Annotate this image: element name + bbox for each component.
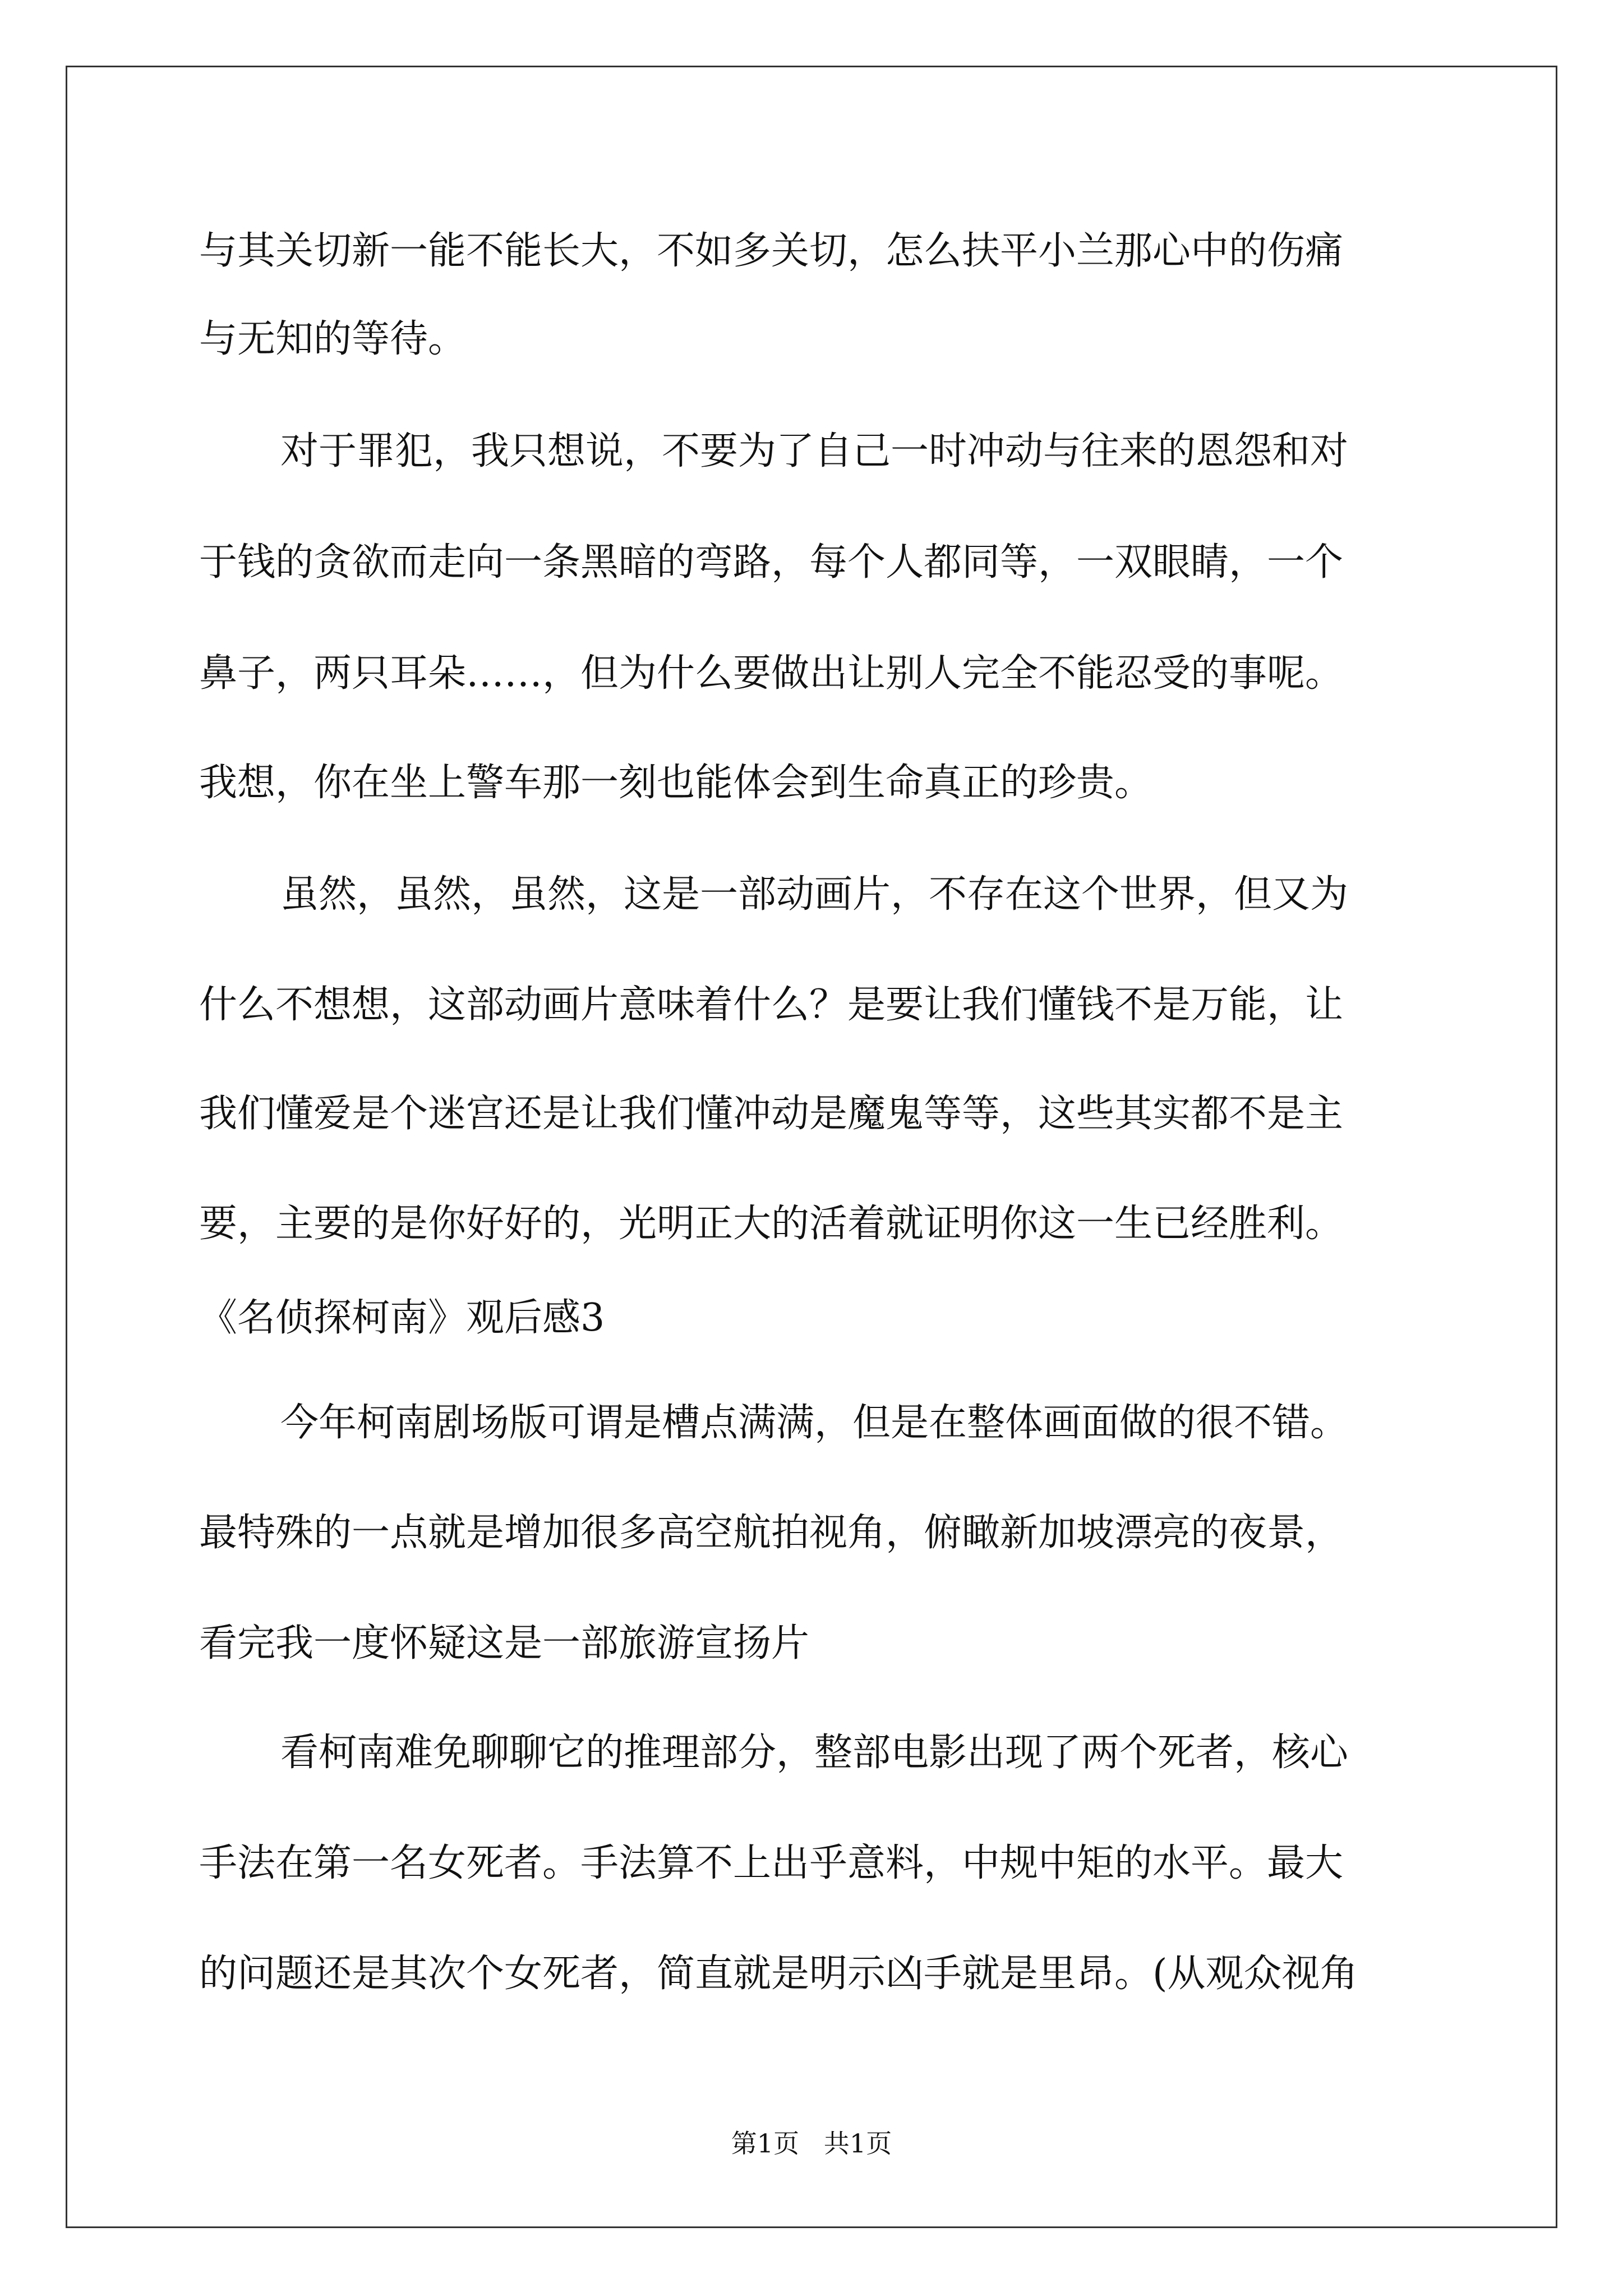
paragraph-first-line: 今年柯南剧场版可谓是槽点满满，但是在整体画面做的很不错。 [280,1401,1349,1445]
paragraph-first-line: 虽然，虽然，虽然，这是一部动画片，不存在这个世界，但又为 [280,872,1349,917]
text-line: 要，主要的是你好好的，光明正大的活着就证明你这一生已经胜利。 [199,1202,1344,1246]
page-footer: 第1页 共1页 [731,2128,892,2159]
section-heading: 《名侦探柯南》观后感3 [199,1296,605,1340]
text-line: 于钱的贪欲而走向一条黑暗的弯路，每个人都同等，一双眼睛，一个 [199,540,1344,585]
text-line: 手法在第一名女死者。手法算不上出乎意料，中规中矩的水平。最大 [199,1841,1344,1885]
text-line: 与无知的等待。 [199,317,467,361]
page-border [66,66,1557,2228]
text-line: 与其关切新一能不能长大，不如多关切，怎么扶平小兰那心中的伤痛 [199,229,1344,273]
text-line: 什么不想想，这部动画片意味着什么？是要让我们懂钱不是万能，让 [199,983,1344,1027]
text-line: 最特殊的一点就是增加很多高空航拍视角，俯瞰新加坡漂亮的夜景， [199,1511,1344,1555]
text-line: 看完我一度怀疑这是一部旅游宣扬片 [199,1621,810,1665]
text-line: 的问题还是其次个女死者，简直就是明示凶手就是里昂。(从观众视角 [199,1952,1358,1996]
text-line: 我们懂爱是个迷宫还是让我们懂冲动是魔鬼等等，这些其实都不是主 [199,1092,1344,1136]
paragraph-first-line: 对于罪犯，我只想说，不要为了自己一时冲动与往来的恩怨和对 [280,429,1349,473]
paragraph-first-line: 看柯南难免聊聊它的推理部分，整部电影出现了两个死者，核心 [280,1731,1349,1775]
text-line: 我想，你在坐上警车那一刻也能体会到生命真正的珍贵。 [199,761,1153,805]
text-line: 鼻子，两只耳朵……，但为什么要做出让别人完全不能忍受的事呢。 [199,651,1344,696]
